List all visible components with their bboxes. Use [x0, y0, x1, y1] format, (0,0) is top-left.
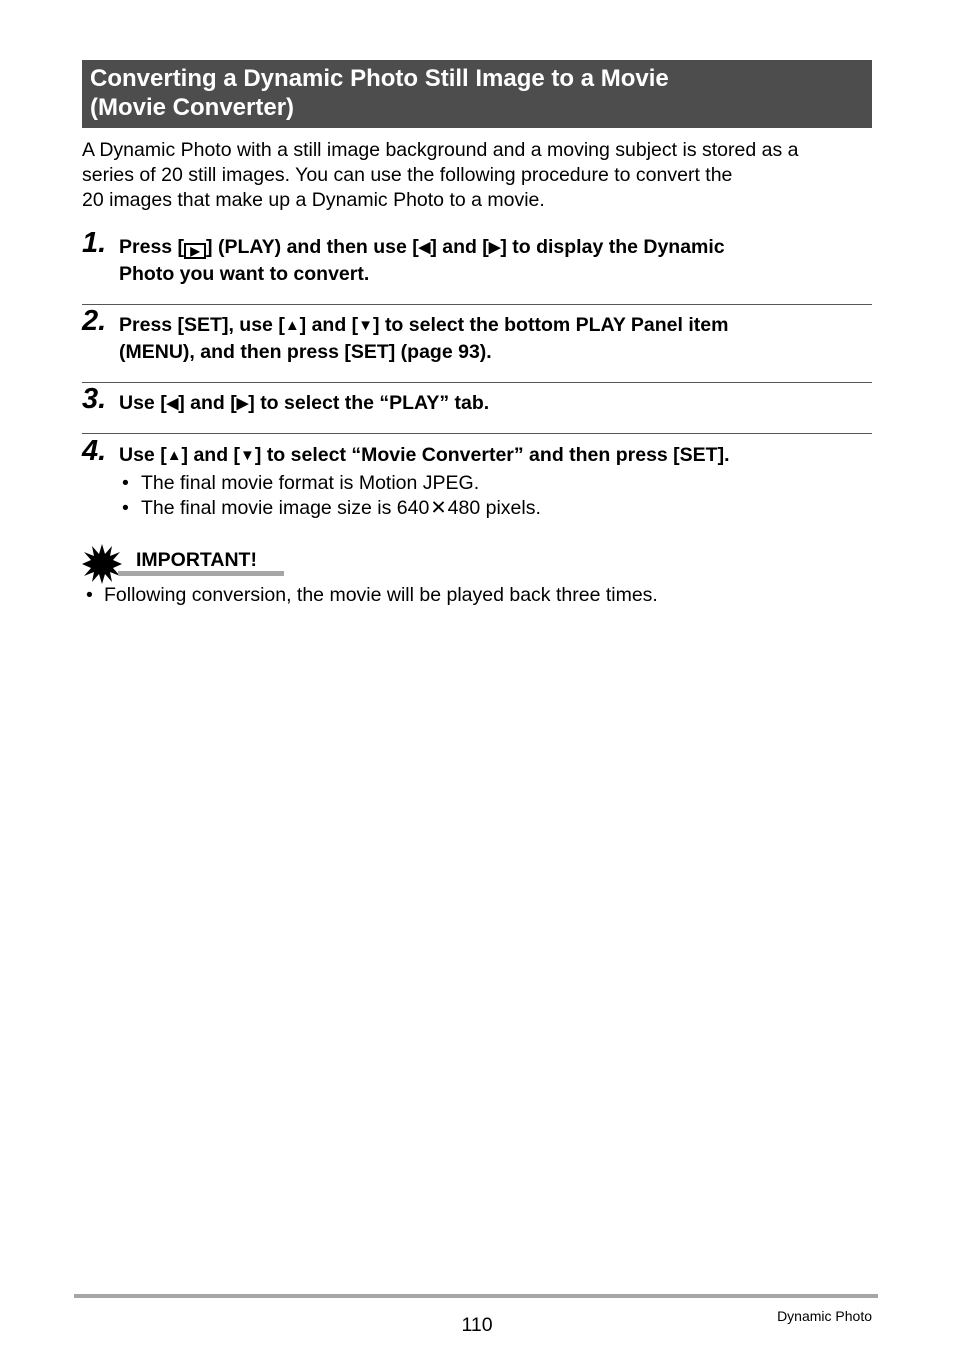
play-button-icon: ▶ — [184, 243, 206, 259]
step-text-part: ] to select the “PLAY” tab. — [248, 392, 490, 414]
starburst-icon — [82, 544, 122, 584]
up-arrow-icon: ▲ — [284, 317, 300, 334]
step-divider — [82, 304, 872, 305]
right-arrow-icon: ▶ — [488, 239, 501, 256]
step-text — [119, 390, 872, 417]
left-arrow-icon: ◀ — [418, 239, 431, 256]
down-arrow-icon: ▼ — [358, 317, 374, 334]
step-4-notes — [122, 471, 541, 521]
step-number: 4. — [82, 435, 107, 467]
step-text-part: ] to select “Movie Converter” and then press [SET]. — [254, 444, 730, 466]
step-text-line-2: (MENU), and then press [SET] (page 93). — [119, 341, 492, 363]
note-text: 480 pixels. — [447, 497, 541, 519]
step-text — [119, 312, 872, 365]
important-note-text: Following conversion, the movie will be played back three times. — [104, 584, 658, 606]
step-text-part: ] to display the Dynamic — [500, 236, 725, 258]
step-text-part: ] and [ — [299, 314, 359, 336]
step-text-line-2: Photo you want to convert. — [119, 263, 370, 285]
down-arrow-icon: ▼ — [240, 447, 255, 464]
section-title — [82, 60, 872, 128]
step-text-part: Use [ — [119, 444, 167, 466]
step-text-part: Use [ — [119, 392, 167, 414]
section-title-line-1: Converting a Dynamic Photo Still Image to a Movie — [90, 65, 669, 92]
step-divider — [82, 382, 872, 383]
left-arrow-icon: ◀ — [166, 395, 179, 412]
list-item: • The final movie format is Motion JPEG. — [122, 472, 480, 494]
step-text-part: ] to select the bottom PLAY Panel item — [373, 314, 729, 336]
step-number: 3. — [82, 383, 107, 415]
step-text-part: ] and [ — [430, 236, 489, 258]
step-text-part: ] (PLAY) and then use [ — [206, 236, 419, 258]
step-divider — [82, 433, 872, 434]
intro-line-1: A Dynamic Photo with a still image background and a moving subject is stored as a — [82, 139, 799, 161]
important-note: • Following conversion, the movie will be played back three times. — [86, 584, 658, 606]
important-callout — [82, 544, 292, 580]
step-text — [119, 442, 872, 469]
step-text-part: ] and [ — [181, 444, 241, 466]
step-number: 2. — [82, 305, 107, 337]
step-text-part: Press [SET], use [ — [119, 314, 285, 336]
step-text-part: Press [ — [119, 236, 185, 258]
footer-divider — [74, 1294, 878, 1298]
right-arrow-icon: ▶ — [236, 395, 249, 412]
important-underline — [118, 571, 284, 576]
important-label: IMPORTANT! — [136, 549, 257, 571]
intro-line-3: 20 images that make up a Dynamic Photo to a movie. — [82, 189, 545, 211]
footer-section-name: Dynamic Photo — [777, 1308, 872, 1324]
intro-paragraph — [82, 138, 872, 213]
step-text-part: ] and [ — [178, 392, 237, 414]
multiplication-sign-icon: ✕ — [430, 497, 447, 519]
up-arrow-icon: ▲ — [166, 447, 182, 464]
intro-line-2: series of 20 still images. You can use the following procedure to convert the — [82, 164, 733, 186]
page-number: 110 — [461, 1314, 493, 1336]
section-title-line-2: (Movie Converter) — [90, 94, 295, 121]
note-text: The final movie image size is 640 — [141, 497, 430, 519]
list-item: • The final movie image size is 640✕480 pixels. — [122, 497, 541, 519]
note-text: The final movie format is Motion JPEG. — [141, 472, 480, 494]
step-text — [119, 234, 872, 287]
step-number: 1. — [82, 227, 107, 259]
